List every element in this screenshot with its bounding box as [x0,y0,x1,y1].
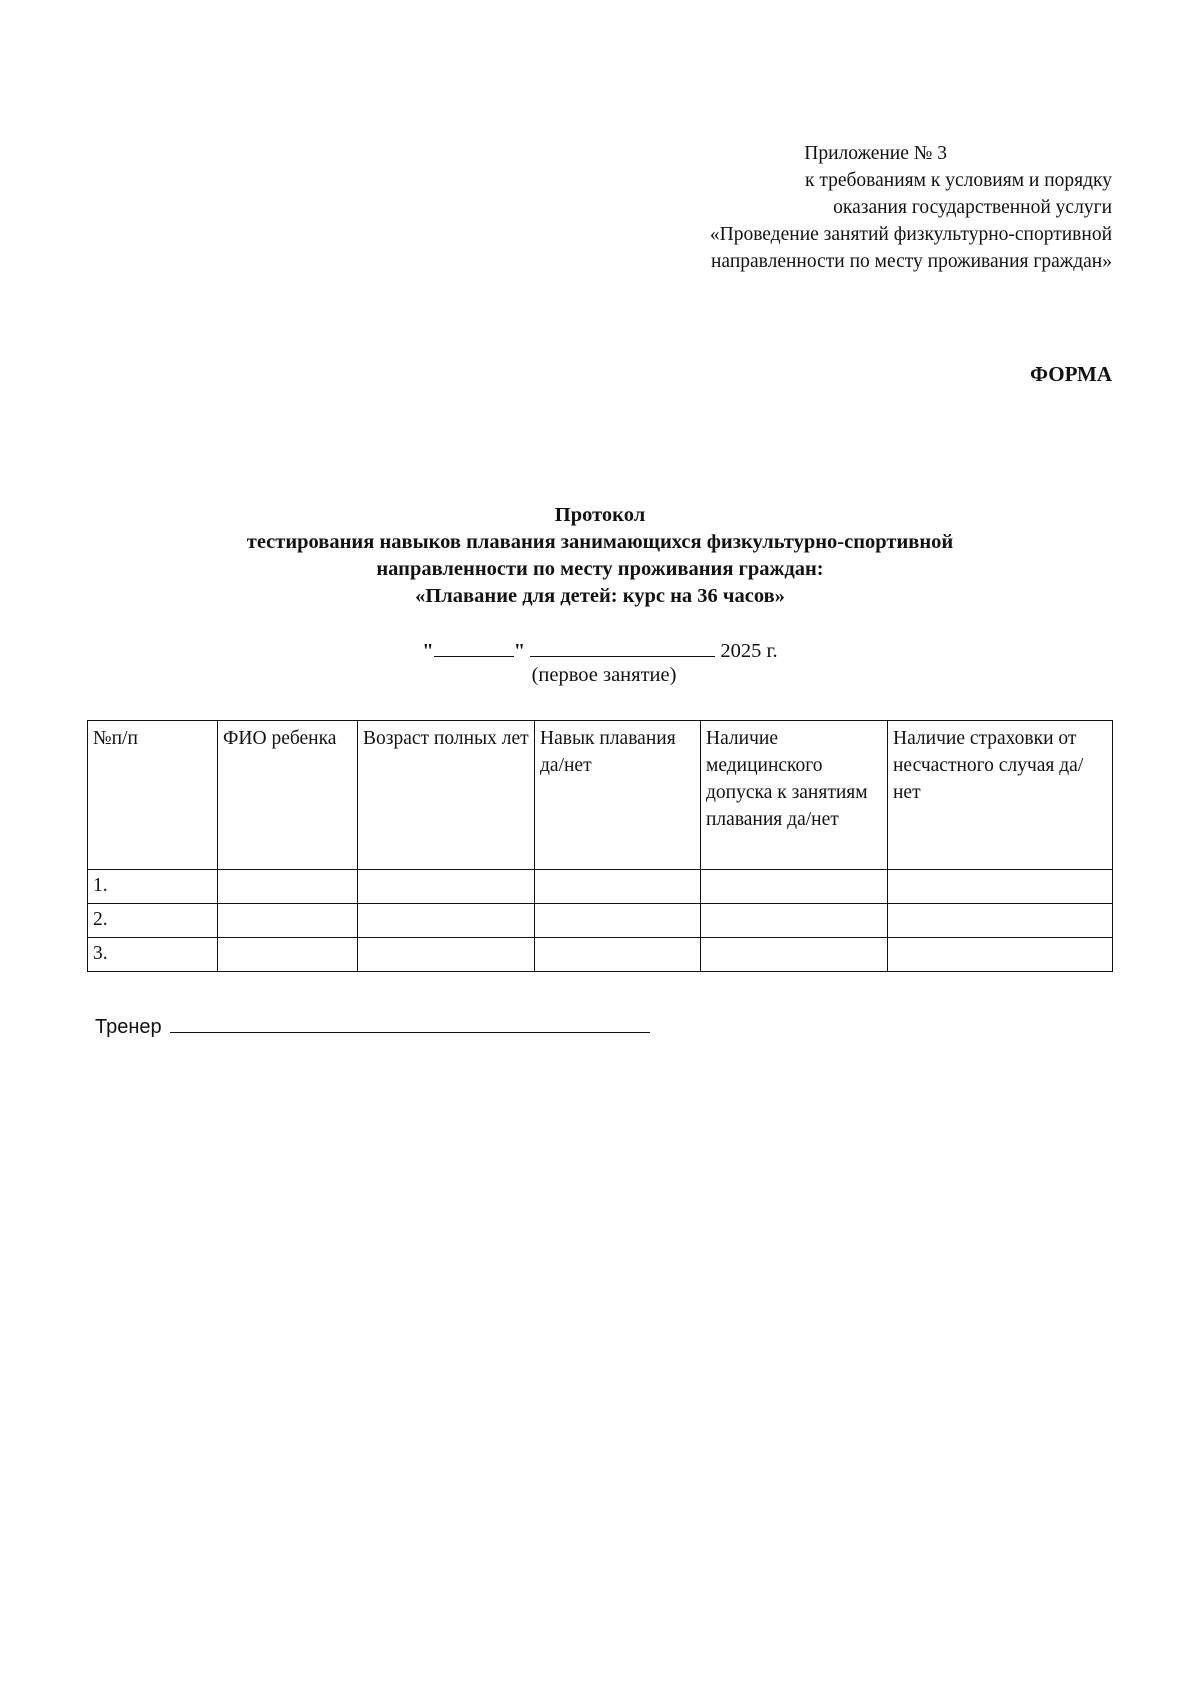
table-cell[interactable] [358,938,535,972]
column-header-name: ФИО ребенка [218,721,358,870]
date-line [0,636,1200,663]
table-cell[interactable] [888,904,1113,938]
table-row [88,938,1113,972]
month-blank[interactable] [530,636,715,657]
appendix-line: к требованиям к условиям и порядку [805,170,1112,191]
date-open-quote: " [422,640,434,662]
title-line: «Плавание для детей: курс на 36 часов» [415,585,785,607]
table-cell[interactable] [535,904,701,938]
table-cell[interactable] [701,904,888,938]
table-cell[interactable] [535,938,701,972]
appendix-number: Приложение № 3 [804,143,947,164]
column-header-insurance: Наличие страховки от несчастного случая да/нет [888,721,1113,870]
trainer-label: Тренер [95,1016,162,1038]
table-cell[interactable] [701,938,888,972]
column-header-number: №п/п [88,721,218,870]
row-number-cell: 3. [88,938,218,972]
column-header-medical-clearance: Наличие медицинского допуска к занятиям плавания да/нет [701,721,888,870]
trainer-signature [95,1012,650,1039]
table-row [88,870,1113,904]
form-label: ФОРМА [1029,362,1112,386]
title-line: направленности по месту проживания граждан: [376,558,824,580]
table-cell[interactable] [218,904,358,938]
table-cell[interactable] [888,870,1113,904]
date-note: (первое занятие) [531,664,677,686]
table-cell[interactable] [218,938,358,972]
title-line: Протокол [554,504,646,526]
column-header-swim-skill: Навык плавания да/нет [535,721,701,870]
appendix-line: направленности по месту проживания граждан» [710,251,1112,272]
table-cell[interactable] [218,870,358,904]
table-cell[interactable] [358,870,535,904]
table-cell[interactable] [701,870,888,904]
row-number-cell: 2. [88,904,218,938]
row-number-cell: 1. [88,870,218,904]
trainer-signature-line[interactable] [170,1012,650,1033]
table-row [88,904,1113,938]
document-title [80,502,1120,610]
day-blank[interactable] [434,636,514,657]
table-header-row [88,721,1113,870]
table-cell[interactable] [535,870,701,904]
title-line: тестирования навыков плавания занимающихся физкультурно-спортивной [246,531,954,553]
table-cell[interactable] [888,938,1113,972]
date-close-quote: " [513,640,526,662]
column-header-age: Возраст полных лет [358,721,535,870]
table-cell[interactable] [358,904,535,938]
protocol-table [87,720,1113,972]
appendix-line: оказания государственной услуги [833,197,1112,218]
date-year: 2025 г. [720,640,778,662]
appendix-reference [492,140,1112,275]
appendix-line: «Проведение занятий физкультурно-спортивной [709,224,1112,245]
